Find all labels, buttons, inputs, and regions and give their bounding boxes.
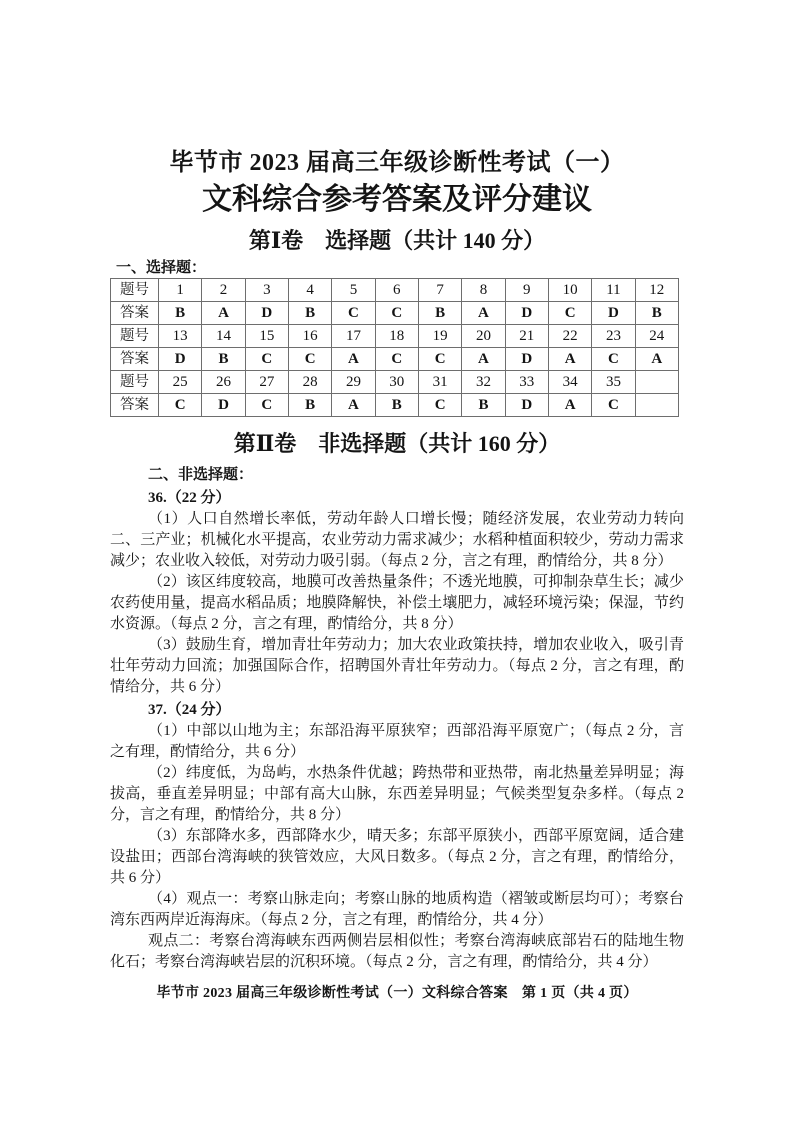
answer-cell: C (245, 348, 288, 371)
answer-paragraph: （3）东部降水多，西部降水少，晴天多；东部平原狭小，西部平原宽阔，适合建设盐田；西部台湾海峡的狭管效应，大风日数多。（每点 2 分，言之有理，酌情给分，共 6 分） (110, 828, 684, 886)
question-number-cell: 22 (548, 325, 591, 348)
question-number-cell (635, 371, 678, 394)
question-number-cell: 6 (375, 279, 418, 302)
answer-cell: A (635, 348, 678, 371)
question-number-cell: 25 (159, 371, 202, 394)
question-number-cell: 24 (635, 325, 678, 348)
question-number-cell: 2 (202, 279, 245, 302)
answer-paragraph: （3）鼓励生育，增加青壮年劳动力；加大农业政策扶持，增加农业收入，吸引青壮年劳动力回流；加强国际合作，招聘国外青壮年劳动力。（每点 2 分，言之有理，酌情给分，共 6 分） (110, 637, 684, 695)
question-number-cell: 8 (462, 279, 505, 302)
answer-cell: C (245, 394, 288, 417)
answer-paragraph: （1）人口自然增长率低，劳动年龄人口增长慢；随经济发展，农业劳动力转向二、三产业；机械化水平提高，农业劳动力需求减少；水稻种植面积较少，劳动力需求减少；农业收入较低，对劳动力吸引弱。（每点 2 分，言之有理，酌情给分，共 8 分） (110, 511, 684, 569)
answer-cell: D (505, 302, 548, 325)
part2-section-label: 二、非选择题： (148, 467, 254, 483)
answer-cell: D (159, 348, 202, 371)
question-number-cell: 15 (245, 325, 288, 348)
answer-cell: B (418, 302, 461, 325)
answer-cell: D (592, 302, 635, 325)
answer-cell: A (548, 394, 591, 417)
answer-paragraph: （2）纬度低，为岛屿，水热条件优越；跨热带和亚热带，南北热量差异明显；海拔高，垂直差异明显；中部有高大山脉，东西差异明显；气候类型复杂多样。（每点 2 分，言之有理，酌情给分，共 8 分） (110, 765, 684, 823)
question-number-cell: 34 (548, 371, 591, 394)
answer-table (110, 278, 679, 417)
answer-cell: C (332, 302, 375, 325)
question-number-cell: 32 (462, 371, 505, 394)
question-number-cell: 1 (159, 279, 202, 302)
question-number-cell: 14 (202, 325, 245, 348)
answer-cell: B (462, 394, 505, 417)
question-number-cell: 27 (245, 371, 288, 394)
question-number-heading: 37.（24 分） (148, 702, 231, 718)
answer-cell: A (202, 302, 245, 325)
answer-table-row (111, 325, 679, 348)
row-label: 题号 (111, 325, 159, 348)
row-label: 答案 (111, 348, 159, 371)
questions (110, 488, 684, 973)
exam-title: 毕节市 2023 届高三年级诊断性考试（一） (169, 150, 625, 176)
answer-table-body (111, 279, 679, 417)
answer-cell: C (592, 348, 635, 371)
row-label: 题号 (111, 371, 159, 394)
row-label: 答案 (111, 394, 159, 417)
answer-paragraph: （2）该区纬度较高，地膜可改善热量条件；不透光地膜，可抑制杂草生长；减少农药使用量，提高水稻品质；地膜降解快，补偿土壤肥力，减轻环境污染；保湿，节约水资源。（每点 2 分，言之有理，酌情给分，共 8 分） (110, 574, 684, 632)
question-number-cell: 28 (288, 371, 331, 394)
answer-paragraph: 观点二：考察台湾海峡东西两侧岩层相似性；考察台湾海峡底部岩石的陆地生物化石；考察台湾海峡岩层的沉积环境。（每点 2 分，言之有理，酌情给分，共 4 分） (110, 933, 684, 970)
question-number-cell: 16 (288, 325, 331, 348)
answer-cell: A (332, 348, 375, 371)
row-label: 题号 (111, 279, 159, 302)
question-number-cell: 13 (159, 325, 202, 348)
answer-cell: C (418, 348, 461, 371)
answer-cell: B (159, 302, 202, 325)
question-number-cell: 18 (375, 325, 418, 348)
question-number-cell: 7 (418, 279, 461, 302)
answer-table-row (111, 279, 679, 302)
answer-cell: B (202, 348, 245, 371)
question-number-cell: 26 (202, 371, 245, 394)
page-content (110, 0, 684, 973)
question-number-cell: 3 (245, 279, 288, 302)
answer-table-row (111, 302, 679, 325)
answer-cell: B (635, 302, 678, 325)
answer-cell: A (332, 394, 375, 417)
answer-cell: D (505, 348, 548, 371)
question-number-cell: 30 (375, 371, 418, 394)
answer-cell: C (375, 348, 418, 371)
question-number-cell: 21 (505, 325, 548, 348)
question-number-cell: 31 (418, 371, 461, 394)
answer-table-row (111, 371, 679, 394)
question-number-cell: 23 (592, 325, 635, 348)
page-footer: 毕节市 2023 届高三年级诊断性考试（一）文科综合答案 第 1 页（共 4 页） (156, 986, 638, 1001)
answer-cell (635, 394, 678, 417)
answer-cell: D (505, 394, 548, 417)
answer-cell: C (288, 348, 331, 371)
question-number-cell: 33 (505, 371, 548, 394)
part1-title: 第Ⅰ卷 选择题（共计 140 分） (248, 228, 546, 253)
answer-cell: D (245, 302, 288, 325)
answer-paragraph: （1）中部以山地为主；东部沿海平原狭窄；西部沿海平原宽广；（每点 2 分，言之有理，酌情给分，共 6 分） (110, 723, 684, 760)
answer-cell: C (375, 302, 418, 325)
question-number-cell: 9 (505, 279, 548, 302)
answer-cell: B (375, 394, 418, 417)
question-number-cell: 29 (332, 371, 375, 394)
answer-key-title: 文科综合参考答案及评分建议 (202, 183, 592, 216)
answer-cell: C (592, 394, 635, 417)
question-number-heading: 36.（22 分） (148, 490, 231, 506)
answer-cell: A (462, 348, 505, 371)
answer-table-row (111, 394, 679, 417)
answer-paragraph: （4）观点一：考察山脉走向；考察山脉的地质构造（褶皱或断层均可）；考察台湾东西两岸近海海床。（每点 2 分，言之有理，酌情给分，共 4 分） (110, 891, 684, 928)
answer-cell: C (548, 302, 591, 325)
answer-cell: B (288, 394, 331, 417)
answer-cell: B (288, 302, 331, 325)
answer-table-row (111, 348, 679, 371)
part2-title: 第Ⅱ卷 非选择题（共计 160 分） (233, 431, 561, 456)
answer-cell: C (159, 394, 202, 417)
answer-cell: D (202, 394, 245, 417)
question-number-cell: 5 (332, 279, 375, 302)
question-number-cell: 11 (592, 279, 635, 302)
question-number-cell: 35 (592, 371, 635, 394)
question-number-cell: 4 (288, 279, 331, 302)
answer-cell: A (548, 348, 591, 371)
question-number-cell: 10 (548, 279, 591, 302)
row-label: 答案 (111, 302, 159, 325)
part1-section-label: 一、选择题： (116, 260, 207, 276)
answer-cell: C (418, 394, 461, 417)
question-number-cell: 19 (418, 325, 461, 348)
question-number-cell: 17 (332, 325, 375, 348)
question-number-cell: 20 (462, 325, 505, 348)
question-number-cell: 12 (635, 279, 678, 302)
answer-cell: A (462, 302, 505, 325)
